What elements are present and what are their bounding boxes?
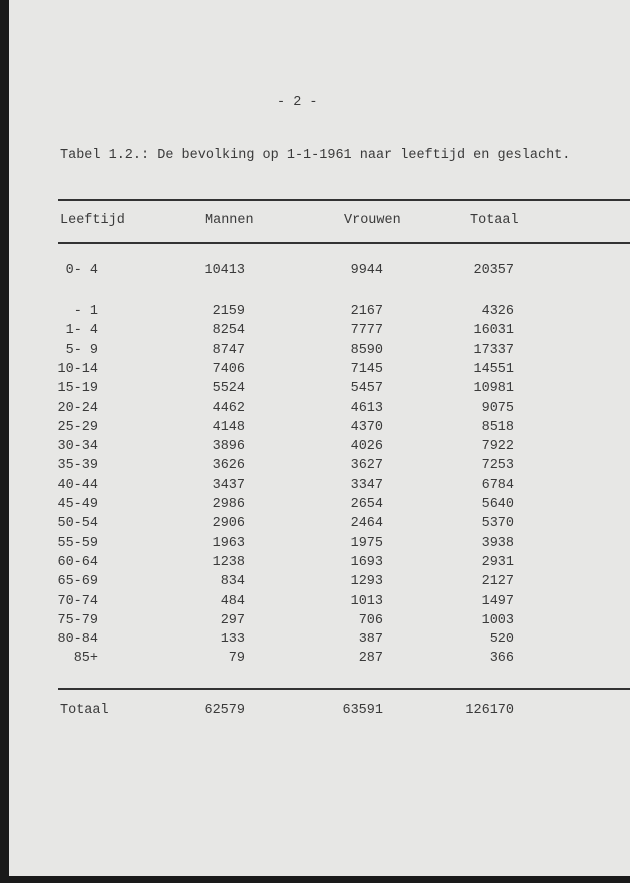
table-cell: 14551 (473, 361, 514, 377)
table-cell: 8518 (481, 419, 514, 435)
table-cell: 706 (358, 612, 383, 628)
table-cell: 4370 (350, 419, 383, 435)
table-cell: 5640 (481, 497, 514, 512)
table-cell: 1693 (350, 554, 383, 570)
table-cell: 2931 (481, 554, 514, 570)
age-group-cell: 35-39 (57, 458, 98, 474)
table-cell: 1963 (212, 535, 245, 551)
age-group-cell: 1- 4 (65, 323, 98, 339)
table-cell: 2167 (350, 304, 383, 319)
age-group-cell: 30-34 (57, 439, 98, 455)
table-cell: 484 (220, 593, 245, 609)
table-cell: 834 (220, 574, 245, 590)
table-cell: 7406 (212, 361, 245, 377)
table-cell: 1497 (481, 593, 514, 609)
age-group-cell: 40-44 (57, 477, 98, 493)
table-cell: 8254 (212, 323, 245, 339)
table-cell: 1975 (350, 535, 383, 551)
table-cell: 79 (228, 651, 245, 667)
table-cell: 2127 (481, 574, 514, 590)
table-cell: 20357 (473, 263, 514, 278)
age-group-cell: 25-29 (57, 419, 98, 435)
table-cell: 6784 (481, 477, 514, 493)
table-cell: 16031 (473, 323, 514, 339)
table-cell: 520 (489, 632, 514, 648)
page-number: - 2 - (277, 95, 318, 110)
age-group-cell: 20-24 (57, 400, 98, 416)
table-cell: 10413 (204, 263, 245, 278)
table-cell: 10981 (473, 381, 514, 397)
table-cell: 1293 (350, 574, 383, 590)
table-cell: 5524 (212, 381, 245, 397)
table-header-rule (58, 242, 630, 244)
age-group-cell: 5- 9 (65, 342, 98, 358)
table-cell: 4026 (350, 439, 383, 455)
column-header: Leeftijd (60, 213, 125, 228)
table-cell: 1003 (481, 612, 514, 628)
document-page (9, 0, 630, 876)
total-cell: 126170 (465, 703, 514, 718)
table-cell: 1238 (212, 554, 245, 570)
age-group-cell: 55-59 (57, 535, 98, 551)
table-cell: 8747 (212, 342, 245, 358)
age-group-cell: 65-69 (57, 574, 98, 590)
table-cell: 133 (220, 632, 245, 648)
age-group-cell: 70-74 (57, 593, 98, 609)
table-cell: 5457 (350, 381, 383, 397)
table-cell: 7777 (350, 323, 383, 339)
column-header: Vrouwen (344, 213, 401, 228)
table-cell: 4462 (212, 400, 245, 416)
table-cell: 2159 (212, 304, 245, 319)
table-bottom-rule (58, 688, 630, 690)
total-label: Totaal (60, 703, 109, 718)
table-cell: 366 (489, 651, 514, 667)
table-cell: 3626 (212, 458, 245, 474)
table-cell: 7253 (481, 458, 514, 474)
table-cell: 3437 (212, 477, 245, 493)
age-group-cell: 60-64 (57, 554, 98, 570)
table-top-rule (58, 199, 630, 201)
table-cell: 8590 (350, 342, 383, 358)
table-cell: 2906 (212, 516, 245, 532)
table-cell: 17337 (473, 342, 514, 358)
table-cell: 9944 (350, 263, 383, 278)
table-cell: 2986 (212, 497, 245, 512)
age-group-cell: 10-14 (57, 361, 98, 377)
table-cell: 387 (358, 632, 383, 648)
table-cell: 3938 (481, 535, 514, 551)
table-cell: 4613 (350, 400, 383, 416)
total-cell: 62579 (204, 703, 245, 718)
table-cell: 7922 (481, 439, 514, 455)
table-title: Tabel 1.2.: De bevolking op 1-1-1961 naar leeftijd en geslacht. (60, 148, 571, 163)
table-cell: 3627 (350, 458, 383, 474)
age-group-cell: 0- 4 (65, 263, 98, 278)
table-cell: 3896 (212, 439, 245, 455)
age-group-cell: 45-49 (57, 497, 98, 512)
table-cell: 1013 (350, 593, 383, 609)
table-cell: 9075 (481, 400, 514, 416)
total-cell: 63591 (342, 703, 383, 718)
table-cell: 2464 (350, 516, 383, 532)
table-cell: 7145 (350, 361, 383, 377)
age-group-cell: 50-54 (57, 516, 98, 532)
column-header: Mannen (205, 213, 254, 228)
age-group-cell: 80-84 (57, 632, 98, 648)
table-cell: 4148 (212, 419, 245, 435)
age-group-cell: 85+ (73, 651, 98, 667)
table-cell: 297 (220, 612, 245, 628)
table-cell: 3347 (350, 477, 383, 493)
age-group-cell: 15-19 (57, 381, 98, 397)
table-cell: 5370 (481, 516, 514, 532)
age-group-cell: - 1 (73, 304, 98, 319)
column-header: Totaal (470, 213, 519, 228)
age-group-cell: 75-79 (57, 612, 98, 628)
table-cell: 4326 (481, 304, 514, 319)
table-cell: 2654 (350, 497, 383, 512)
table-cell: 287 (358, 651, 383, 667)
